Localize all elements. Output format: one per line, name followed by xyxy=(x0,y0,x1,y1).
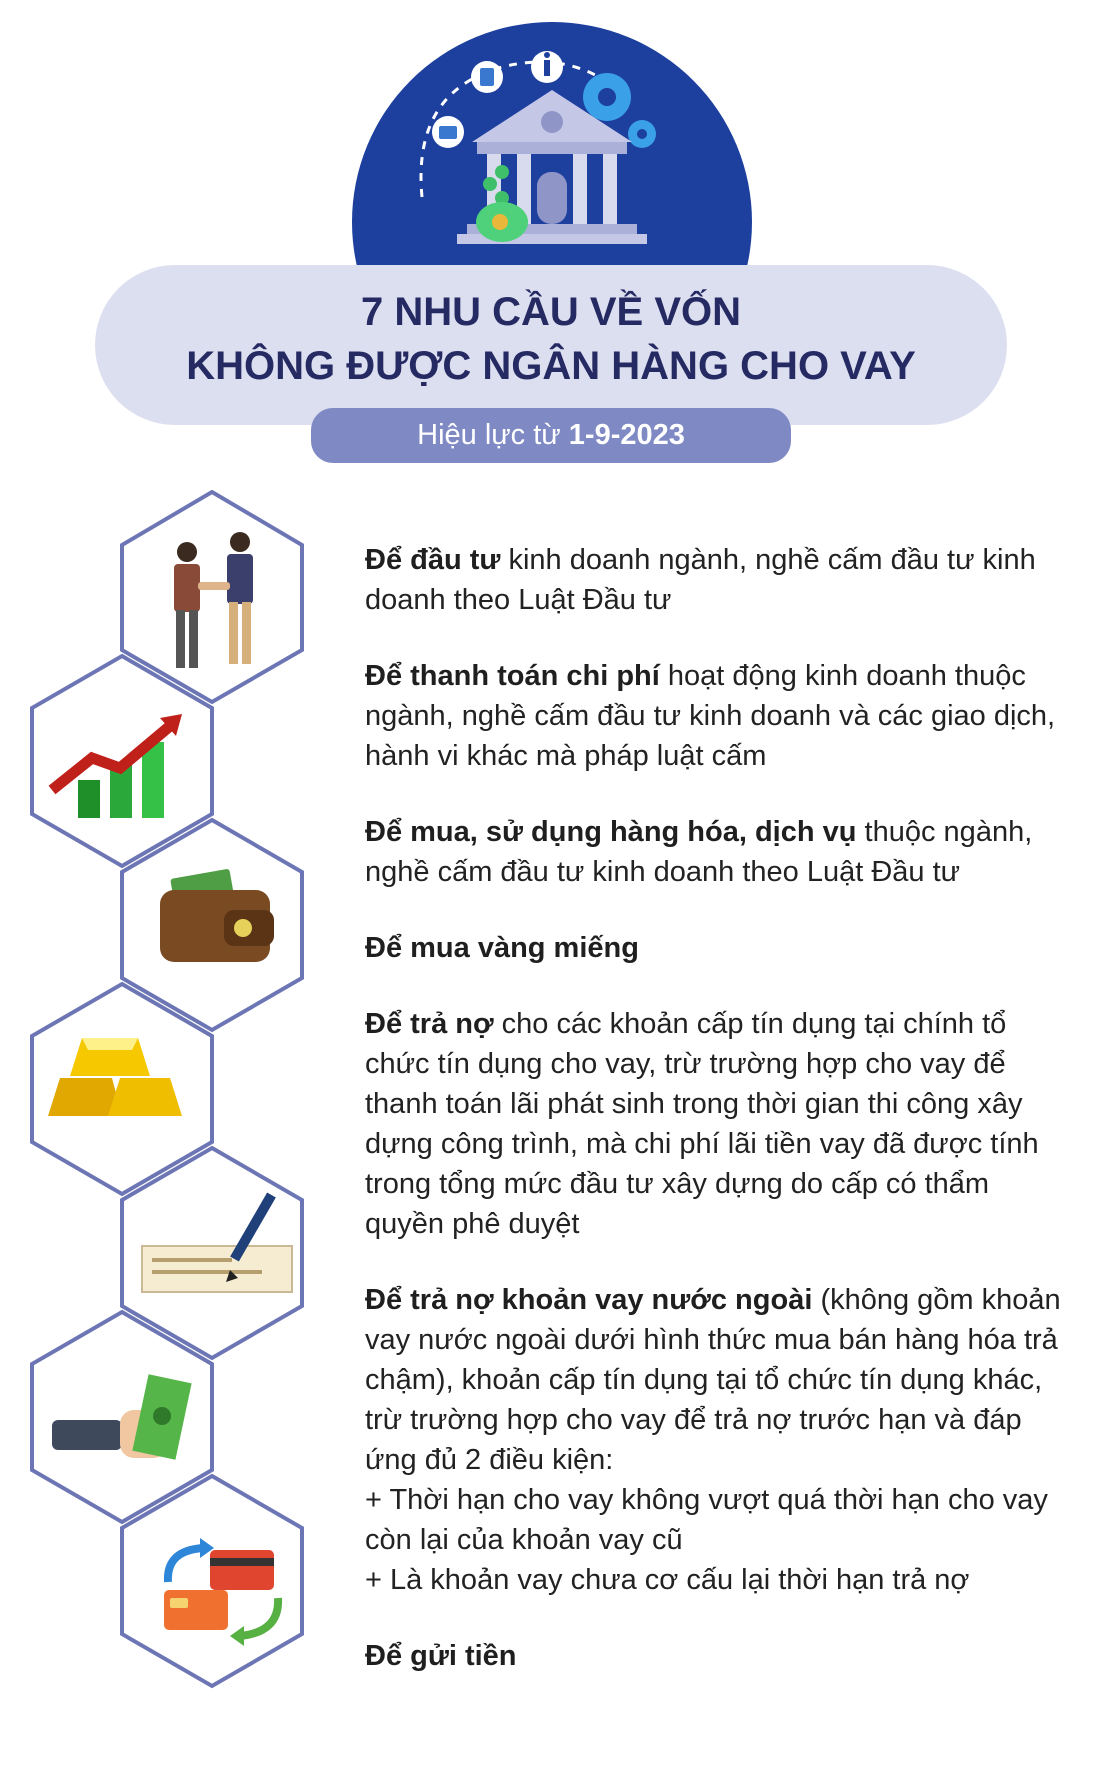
list-item-2 xyxy=(365,656,1075,776)
item-6-text: (không gồm khoản vay nước ngoài dưới hình thức mua bán hàng hóa trả chậm), khoản cấp tín dụng tại tổ chức tín dụng khác, trừ trường hợp cho vay để trả nợ trước hạn và đáp ứng đủ 2 điều kiện: xyxy=(365,1284,1061,1476)
list-item-5 xyxy=(365,1004,1075,1244)
effective-prefix: Hiệu lực từ xyxy=(417,419,569,451)
item-3-bold: Để mua, sử dụng hàng hóa, dịch vụ xyxy=(365,816,857,848)
item-6-condition-2: + Là khoản vay chưa cơ cấu lại thời hạn trả nợ xyxy=(365,1564,970,1596)
effective-date: 1-9-2023 xyxy=(568,419,685,451)
list-item-7 xyxy=(365,1636,1075,1676)
prohibited-loan-list xyxy=(365,540,1075,1676)
item-3-text: thuộc ngành, nghề cấm đầu tư kinh doanh theo Luật Đầu tư xyxy=(365,816,1033,888)
item-6-condition-1: + Thời hạn cho vay không vượt quá thời hạn cho vay còn lại của khoản vay cũ xyxy=(365,1484,1048,1556)
item-1-bold: Để đầu tư xyxy=(365,544,501,576)
list-item-3 xyxy=(365,812,1075,892)
item-5-text: cho các khoản cấp tín dụng tại chính tổ chức tín dụng cho vay, trừ trường hợp cho vay để thanh toán lãi phát sinh trong thời gian thi công xây dựng công trình, mà chi phí lãi tiền vay đã được tính trong tổng mức đầu tư xây dựng do cấp có thẩm quyền phê duyệt xyxy=(365,1008,1039,1240)
list-item-4 xyxy=(365,928,1075,968)
icon-hexagon-column xyxy=(0,490,340,1730)
title-line-1: 7 NHU CẦU VỀ VỐN xyxy=(360,290,742,334)
item-7-bold: Để gửi tiền xyxy=(365,1640,517,1672)
effective-date-badge xyxy=(311,408,791,463)
title-line-2: KHÔNG ĐƯỢC NGÂN HÀNG CHO VAY xyxy=(186,344,916,388)
page-title xyxy=(95,285,1007,393)
list-item-1 xyxy=(365,540,1075,620)
item-2-text: hoạt động kinh doanh thuộc ngành, nghề cấm đầu tư kinh doanh và các giao dịch, hành vi khác mà pháp luật cấm xyxy=(365,660,1056,772)
list-item-6 xyxy=(365,1280,1075,1600)
item-5-bold: Để trả nợ xyxy=(365,1008,494,1040)
item-6-bold: Để trả nợ khoản vay nước ngoài xyxy=(365,1284,813,1316)
item-4-bold: Để mua vàng miếng xyxy=(365,932,639,964)
bank-icon xyxy=(352,22,752,267)
item-2-bold: Để thanh toán chi phí xyxy=(365,660,660,692)
item-1-text: kinh doanh ngành, nghề cấm đầu tư kinh doanh theo Luật Đầu tư xyxy=(365,544,1036,616)
